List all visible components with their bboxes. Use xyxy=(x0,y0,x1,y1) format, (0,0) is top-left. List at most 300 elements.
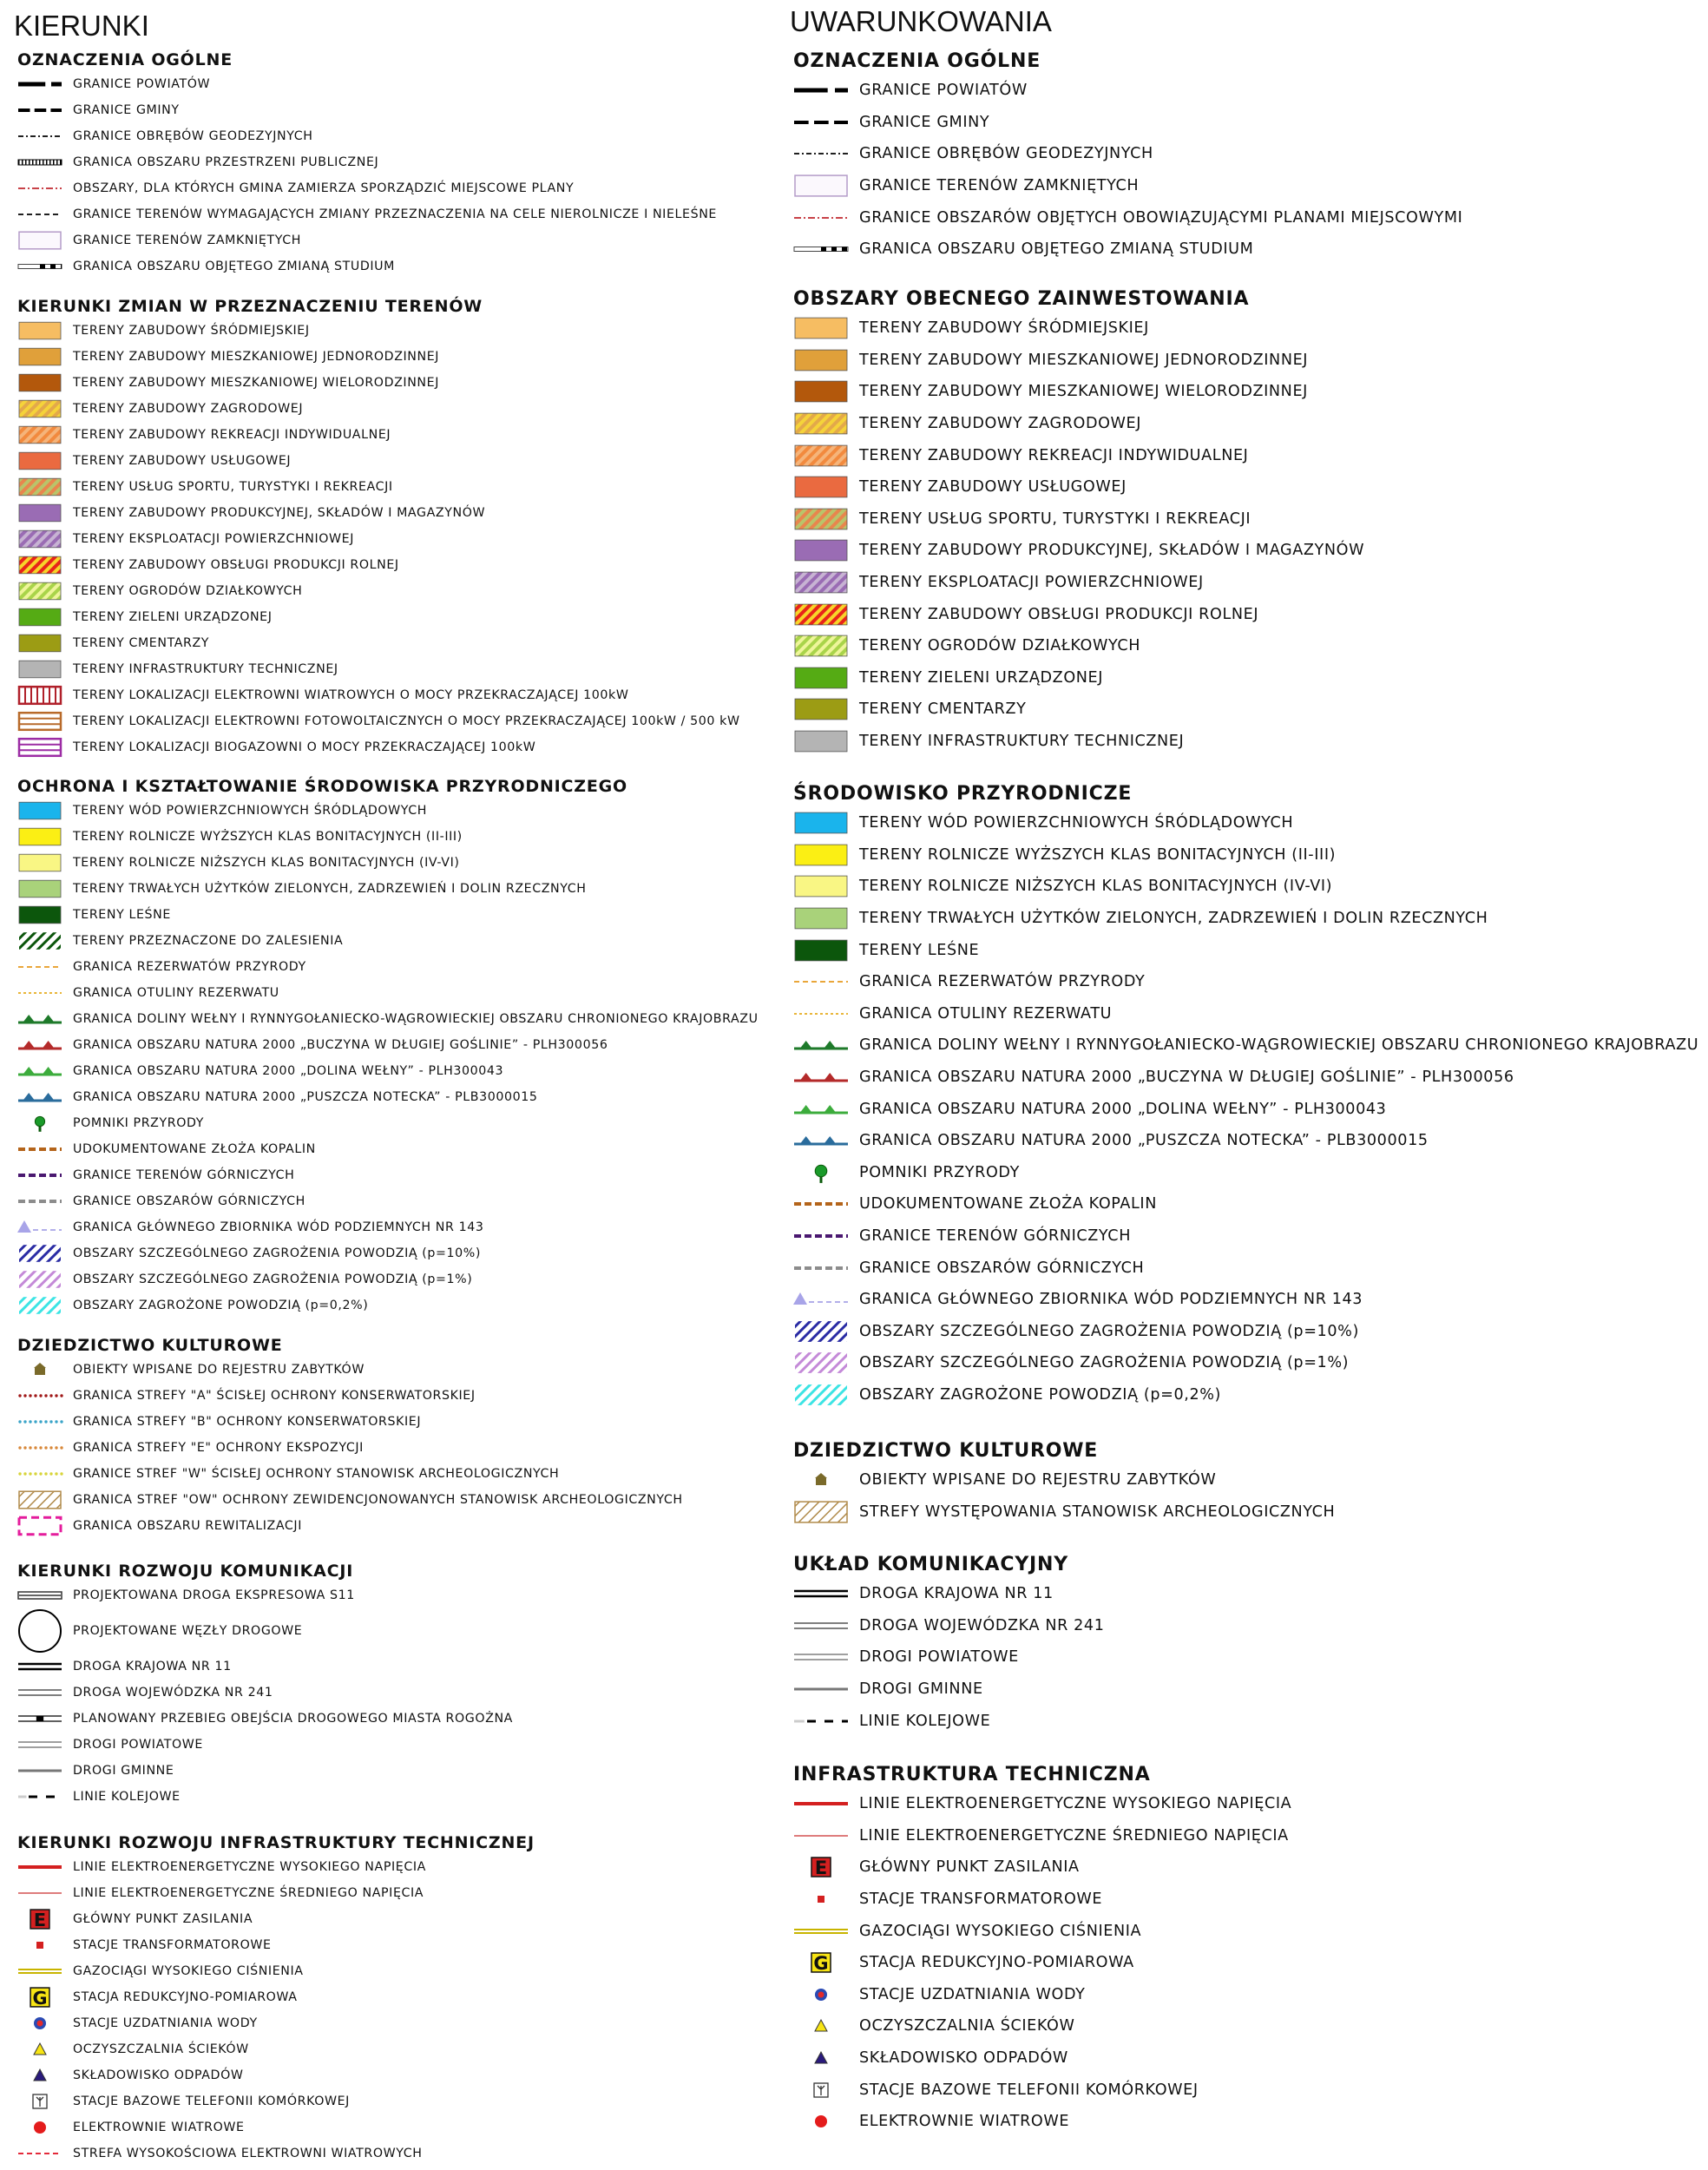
monument-symbol-icon xyxy=(793,1465,849,1495)
triangle-symbol-icon xyxy=(793,2011,849,2041)
fill-symbol-icon xyxy=(793,345,849,375)
legend-label: GRANICA REZERWATÓW PRZYRODY xyxy=(859,973,1146,991)
legend-item xyxy=(793,439,1364,471)
legend-label: TERENY LEŚNE xyxy=(73,908,171,922)
legend-item xyxy=(17,1435,683,1461)
fill-symbol-icon xyxy=(793,871,849,901)
legend-label: PROJEKTOWANE WĘZŁY DROGOWE xyxy=(73,1624,303,1638)
legend-item xyxy=(17,1266,759,1292)
section-heading: DZIEDZICTWO KULTUROWE xyxy=(793,1440,1099,1462)
legend-item xyxy=(17,1357,683,1383)
legend-item xyxy=(17,798,759,824)
legend-label: ELEKTROWNIE WIATROWE xyxy=(859,2113,1070,2131)
dash-symbol-icon xyxy=(17,1163,62,1187)
legend-label: PROJEKTOWANA DROGA EKSPRESOWA S11 xyxy=(73,1588,355,1602)
legend-item xyxy=(17,630,740,656)
legend-item xyxy=(793,1947,1291,1979)
legend-item xyxy=(17,71,717,97)
legend-item xyxy=(17,1487,683,1513)
section-heading: KIERUNKI ZMIAN W PRZEZNACZENIU TERENÓW xyxy=(17,297,483,316)
dash-symbol-icon xyxy=(793,1189,849,1219)
teeth-symbol-icon xyxy=(17,1033,62,1057)
hatch-symbol-icon xyxy=(17,527,62,551)
legend-item xyxy=(17,1582,513,1608)
legend-item xyxy=(17,1680,513,1706)
triangle-symbol-icon xyxy=(17,2037,62,2062)
fill-symbol-icon xyxy=(17,877,62,901)
legend-item xyxy=(17,682,740,708)
legend-item xyxy=(17,1654,513,1680)
legend-label: TERENY ZABUDOWY MIESZKANIOWEJ JEDNORODZINNEJ xyxy=(859,351,1309,369)
legend-item xyxy=(793,2106,1291,2138)
road-double-symbol-icon xyxy=(793,1642,849,1672)
legend-label: OBSZARY ZAGROŻONE POWODZIĄ (p=0,2%) xyxy=(73,1299,369,1312)
legend-item xyxy=(17,1032,759,1058)
legend-item xyxy=(17,149,717,175)
legend-label: GRANICE GMINY xyxy=(859,113,990,131)
dash-symbol-icon xyxy=(793,1221,849,1251)
legend-label: GRANICA OBSZARU NATURA 2000 „PUSZCZA NOTECKA” - PLB3000015 xyxy=(859,1132,1429,1150)
legend-label: GRANICA OBSZARU NATURA 2000 „BUCZYNA W DŁUGIEJ GOŚLINIE” - PLH300056 xyxy=(859,1069,1514,1087)
line-studium-symbol-icon xyxy=(17,254,62,279)
legend-label: DROGI POWIATOWE xyxy=(73,1738,204,1752)
legend-label: TERENY ZABUDOWY ŚRÓDMIEJSKIEJ xyxy=(859,319,1149,338)
legend-label: TERENY ZABUDOWY USŁUGOWEJ xyxy=(859,478,1127,496)
section-heading: OBSZARY OBECNEGO ZAINWESTOWANIA xyxy=(793,288,1250,310)
hatch-symbol-icon xyxy=(17,553,62,577)
legend-label: TERENY EKSPLOATACJI POWIERZCHNIOWEJ xyxy=(73,532,354,546)
legend-item xyxy=(17,1110,759,1136)
section-heading: ŚRODOWISKO PRZYRODNICZE xyxy=(793,783,1133,805)
road-double-symbol-icon xyxy=(793,1611,849,1641)
tree-symbol-icon xyxy=(17,1111,62,1135)
legend-item xyxy=(793,1220,1698,1253)
fill-symbol-icon xyxy=(793,904,849,933)
road-double-symbol-icon xyxy=(17,1654,62,1679)
dash-symbol-icon xyxy=(17,1137,62,1161)
hatch-open-symbol-icon xyxy=(793,1380,849,1410)
legend-label: GRANICE GMINY xyxy=(73,103,180,117)
section-heading: DZIEDZICTWO KULTUROWE xyxy=(17,1336,283,1355)
legend-item xyxy=(17,656,740,682)
legend-label: UDOKUMENTOWANE ZŁOŻA KOPALIN xyxy=(73,1142,316,1156)
legend-item xyxy=(793,75,1462,107)
solid-symbol-icon xyxy=(17,1759,62,1783)
fill-symbol-icon xyxy=(17,657,62,681)
legend-label: GRANICA OTULINY REZERWATU xyxy=(73,986,279,1000)
fill-symbol-icon xyxy=(17,371,62,395)
hatch-symbol-icon xyxy=(17,579,62,603)
left-section-ochrona-i-ksztaltowanie-srodowiska-przyrodniczego xyxy=(17,775,759,1318)
teeth-symbol-icon xyxy=(17,1085,62,1109)
legend-label: TERENY ROLNICZE NIŻSZYCH KLAS BONITACYJNYCH (IV-VI) xyxy=(73,856,460,870)
legend-label: STACJE UZDATNIANIA WODY xyxy=(73,2016,258,2030)
section-heading: OZNACZENIA OGÓLNE xyxy=(17,50,233,69)
legend-label: OBSZARY SZCZEGÓLNEGO ZAGROŻENIA POWODZIĄ (p=10%) xyxy=(73,1246,481,1260)
hatch-symbol-icon xyxy=(793,409,849,438)
hatch-open-symbol-icon xyxy=(17,1241,62,1266)
hatch-open-symbol-icon xyxy=(17,929,62,953)
legend-item xyxy=(793,839,1698,871)
antenna-symbol-icon xyxy=(793,2075,849,2105)
teeth-symbol-icon xyxy=(793,1030,849,1060)
legend-item xyxy=(793,1641,1105,1674)
hstripe-symbol-icon xyxy=(17,709,62,733)
road-express-symbol-icon xyxy=(17,1583,62,1608)
legend-item xyxy=(793,998,1698,1030)
legend-label: STREFY WYSTĘPOWANIA STANOWISK ARCHEOLOGICZNYCH xyxy=(859,1503,1336,1521)
legend-label: GRANICA DOLINY WEŁNY I RYNNYGOŁANIECKO-WĄGROWIECKIEJ OBSZARU CHRONIONEGO KRAJOBRAZU xyxy=(859,1036,1699,1055)
legend-item xyxy=(17,422,740,448)
legend-item xyxy=(17,1784,513,1810)
fill-symbol-icon xyxy=(17,501,62,525)
fill-symbol-icon xyxy=(793,694,849,724)
legend-label: GRANICE TERENÓW GÓRNICZYCH xyxy=(73,1168,295,1182)
solid-symbol-icon xyxy=(17,1855,62,1879)
dot-symbol-icon xyxy=(793,999,849,1029)
legend-item xyxy=(17,1383,683,1409)
line-red-dashdot-symbol-icon xyxy=(793,203,849,233)
dots-symbol-icon xyxy=(17,1462,62,1486)
legend-item xyxy=(17,97,717,123)
legend-item xyxy=(793,2042,1291,2075)
red-dot-symbol-icon xyxy=(793,2107,849,2136)
legend-label: TERENY PRZEZNACZONE DO ZALESIENIA xyxy=(73,934,344,948)
legend-item xyxy=(793,107,1462,139)
legend-item xyxy=(17,175,717,201)
gas-symbol-icon xyxy=(793,1917,849,1946)
right-section-srodowisko-przyrodnicze xyxy=(793,781,1698,1410)
legend-item xyxy=(17,850,759,876)
left-section-oznaczenia-ogolne xyxy=(17,49,717,279)
legend-item xyxy=(17,526,740,552)
legend-item xyxy=(17,552,740,578)
fill-symbol-icon xyxy=(17,851,62,875)
legend-item xyxy=(793,1157,1698,1189)
hatch-symbol-icon xyxy=(793,631,849,661)
legend-label: GRANICE TERENÓW WYMAGAJĄCYCH ZMIANY PRZEZNACZENIA NA CELE NIEROLNICZE I NIELEŚNE xyxy=(73,207,717,221)
legend-label: TERENY WÓD POWIERZCHNIOWYCH ŚRÓDLĄDOWYCH xyxy=(859,814,1294,832)
letter-box-symbol-icon xyxy=(793,1948,849,1977)
solid-symbol-icon xyxy=(793,1821,849,1851)
line-public-symbol-icon xyxy=(17,150,62,174)
legend-label: POMNIKI PRZYRODY xyxy=(73,1116,204,1130)
legend-label: OBSZARY ZAGROŻONE POWODZIĄ (p=0,2%) xyxy=(859,1385,1222,1404)
legend-item xyxy=(793,2010,1291,2042)
legend-label: OCZYSZCZALNIA ŚCIEKÓW xyxy=(859,2017,1075,2035)
solid-symbol-icon xyxy=(793,1674,849,1704)
legend-item xyxy=(17,604,740,630)
legend-label: STACJA REDUKCYJNO-POMIAROWA xyxy=(73,1990,298,2004)
legend-label: STACJE BAZOWE TELEFONII KOMÓRKOWEJ xyxy=(859,2081,1199,2099)
triangle-symbol-icon xyxy=(793,2043,849,2073)
legend-item xyxy=(17,1084,759,1110)
road-double-symbol-icon xyxy=(17,1680,62,1705)
line-gmina-symbol-icon xyxy=(17,98,62,122)
legend-item xyxy=(17,708,740,734)
rail-symbol-icon xyxy=(17,1785,62,1809)
legend-item xyxy=(17,1292,759,1318)
legend-label: GRANICE POWIATÓW xyxy=(859,82,1028,100)
line-obreb-symbol-icon xyxy=(17,124,62,148)
legend-item xyxy=(793,1188,1698,1220)
legend-item xyxy=(793,1851,1291,1884)
legend-label: GRANICA OBSZARU NATURA 2000 „DOLINA WEŁNY” - PLH300043 xyxy=(73,1064,504,1078)
red-dot-symbol-icon xyxy=(17,2115,62,2140)
legend-label: DROGA KRAJOWA NR 11 xyxy=(73,1660,232,1674)
dots-symbol-icon xyxy=(17,1384,62,1408)
legend-item xyxy=(17,1162,759,1188)
legend-item xyxy=(17,123,717,149)
line-gmina-symbol-icon xyxy=(793,108,849,137)
legend-item xyxy=(793,535,1364,567)
legend-item xyxy=(793,233,1462,266)
fill-symbol-icon xyxy=(793,663,849,693)
legend-label: UDOKUMENTOWANE ZŁOŻA KOPALIN xyxy=(859,1195,1157,1213)
teeth-symbol-icon xyxy=(793,1126,849,1155)
legend-label: LINIE ELEKTROENERGETYCZNE WYSOKIEGO NAPIĘCIA xyxy=(73,1860,426,1874)
water-symbol-icon xyxy=(17,2011,62,2035)
legend-item xyxy=(793,903,1698,935)
legend-label: TERENY ZABUDOWY MIESZKANIOWEJ WIELORODZINNEJ xyxy=(73,376,439,390)
legend-item xyxy=(17,1058,759,1084)
legend-item xyxy=(17,578,740,604)
legend-item xyxy=(17,1240,759,1266)
legend-label: GRANICA STREFY "E" OCHRONY EKSPOZYCJI xyxy=(73,1441,364,1455)
legend-label: GAZOCIĄGI WYSOKIEGO CIŚNIENIA xyxy=(859,1922,1142,1940)
legend-label: GRANICE TERENÓW GÓRNICZYCH xyxy=(859,1227,1132,1246)
legend-label: LINIE ELEKTROENERGETYCZNE ŚREDNIEGO NAPIĘCIA xyxy=(859,1826,1289,1844)
legend-label: OBSZARY SZCZEGÓLNEGO ZAGROŻENIA POWODZIĄ (p=10%) xyxy=(859,1322,1359,1340)
legend-label: PLANOWANY PRZEBIEG OBEJŚCIA DROGOWEGO MIASTA ROGOŻNA xyxy=(73,1712,513,1726)
right-section-uklad-komunikacyjny xyxy=(793,1552,1105,1737)
fill-symbol-icon xyxy=(793,808,849,838)
legend-label: OBIEKTY WPISANE DO REJESTRU ZABYTKÓW xyxy=(859,1471,1217,1489)
uwarunkowania-title: UWARUNKOWANIA xyxy=(790,5,1052,37)
legend-item xyxy=(793,1284,1698,1316)
legend-item xyxy=(17,2062,535,2088)
legend-item xyxy=(17,227,717,253)
legend-item xyxy=(793,871,1698,903)
hatch-open-symbol-icon xyxy=(17,1267,62,1292)
dash-symbol-icon xyxy=(793,967,849,996)
dash-symbol-icon xyxy=(793,1253,849,1283)
legend-item xyxy=(17,474,740,500)
legend-label: GRANICA OBSZARU NATURA 2000 „PUSZCZA NOTECKA” - PLB3000015 xyxy=(73,1090,538,1104)
legend-label: LINIE ELEKTROENERGETYCZNE ŚREDNIEGO NAPIĘCIA xyxy=(73,1886,424,1900)
legend-label: TERENY USŁUG SPORTU, TURYSTYKI I REKREACJI xyxy=(859,510,1251,528)
legend-label: LINIE ELEKTROENERGETYCZNE WYSOKIEGO NAPIĘCIA xyxy=(859,1795,1292,1813)
letter-box-symbol-icon xyxy=(17,1985,62,2009)
tree-symbol-icon xyxy=(793,1158,849,1187)
legend-label: TERENY ZABUDOWY PRODUKCYJNEJ, SKŁADÓW I MAGAZYNÓW xyxy=(859,542,1365,560)
legend-item xyxy=(17,2088,535,2114)
water-symbol-icon xyxy=(793,1980,849,2009)
legend-item xyxy=(17,954,759,980)
legend-item xyxy=(17,318,740,344)
legend-label: TERENY TRWAŁYCH UŻYTKÓW ZIELONYCH, ZADRZEWIEŃ I DOLIN RZECZNYCH xyxy=(73,882,587,896)
legend-item xyxy=(17,1214,759,1240)
legend-item xyxy=(793,1252,1698,1284)
legend-label: GRANICA STREFY "B" OCHRONY KONSERWATORSKIEJ xyxy=(73,1415,422,1429)
legend-label: TERENY EKSPLOATACJI POWIERZCHNIOWEJ xyxy=(859,574,1204,592)
legend-label: DROGA WOJEWÓDZKA NR 241 xyxy=(73,1686,273,1700)
fill-symbol-icon xyxy=(793,313,849,343)
legend-item xyxy=(793,503,1364,536)
legend-item xyxy=(17,500,740,526)
legend-item xyxy=(793,662,1364,694)
legend-item xyxy=(793,471,1364,503)
svg-text:E: E xyxy=(33,1909,47,1930)
dots-symbol-icon xyxy=(17,1436,62,1460)
gzwp-symbol-icon xyxy=(793,1285,849,1314)
legend-item xyxy=(793,934,1698,966)
dash-symbol-icon xyxy=(17,955,62,979)
legend-label: OBSZARY, DLA KTÓRYCH GMINA ZAMIERZA SPORZĄDZIĆ MIEJSCOWE PLANY xyxy=(73,181,575,195)
legend-item xyxy=(17,1758,513,1784)
legend-item xyxy=(17,1932,535,1958)
hatch-symbol-icon xyxy=(793,600,849,629)
legend-label: GRANICE OBSZARÓW GÓRNICZYCH xyxy=(859,1259,1145,1277)
left-section-kierunki-rozwoju-komunikacji xyxy=(17,1560,513,1810)
box-dash-symbol-icon xyxy=(17,1514,62,1538)
hatch-symbol-icon xyxy=(17,423,62,447)
legend-label: POMNIKI PRZYRODY xyxy=(859,1163,1020,1181)
legend-label: TERENY LOKALIZACJI BIOGAZOWNI O MOCY PRZEKRACZAJĄCEJ 100kW xyxy=(73,740,536,754)
legend-label: TERENY CMENTARZY xyxy=(859,700,1027,719)
legend-label: TERENY OGRODÓW DZIAŁKOWYCH xyxy=(73,584,303,598)
fill-symbol-icon xyxy=(17,825,62,849)
legend-label: ELEKTROWNIE WIATROWE xyxy=(73,2121,245,2134)
triangle-symbol-icon xyxy=(17,2063,62,2088)
right-section-obszary-obecnego-zainwestowania xyxy=(793,286,1364,757)
legend-item xyxy=(793,807,1698,839)
legend-item xyxy=(17,1958,535,1984)
legend-item xyxy=(793,1379,1698,1411)
legend-item xyxy=(17,1906,535,1932)
legend-item xyxy=(793,567,1364,599)
legend-label: GRANICA OBSZARU OBJĘTEGO ZMIANĄ STUDIUM xyxy=(859,240,1254,259)
box-hatch-symbol-icon xyxy=(793,1497,849,1527)
line-studium-symbol-icon xyxy=(793,234,849,264)
legend-label: STACJA REDUKCYJNO-POMIAROWA xyxy=(859,1954,1134,1972)
antenna-symbol-icon xyxy=(17,2089,62,2114)
line-red-dashdot-symbol-icon xyxy=(17,176,62,201)
legend-item xyxy=(793,345,1364,377)
hatch-symbol-icon xyxy=(17,475,62,499)
legend-item xyxy=(17,980,759,1006)
legend-item xyxy=(793,1915,1291,1947)
hatch-open-symbol-icon xyxy=(793,1348,849,1378)
legend-label: TERENY USŁUG SPORTU, TURYSTYKI I REKREACJI xyxy=(73,480,393,494)
legend-item xyxy=(17,1880,535,1906)
legend-label: TERENY LEŚNE xyxy=(859,941,980,959)
legend-label: TERENY ZIELENI URZĄDZONEJ xyxy=(859,668,1104,687)
vstripe-symbol-icon xyxy=(17,683,62,707)
teeth-symbol-icon xyxy=(793,1062,849,1092)
legend-label: TERENY ROLNICZE WYŻSZYCH KLAS BONITACYJNYCH (II-III) xyxy=(859,845,1337,864)
small-square-symbol-icon xyxy=(793,1884,849,1914)
legend-label: GAZOCIĄGI WYSOKIEGO CIŚNIENIA xyxy=(73,1964,304,1978)
left-section-dziedzictwo-kulturowe xyxy=(17,1334,683,1539)
legend-label: GRANICE OBRĘBÓW GEODEZYJNYCH xyxy=(73,129,313,143)
fill-symbol-icon xyxy=(793,936,849,965)
legend-label: LINIE KOLEJOWE xyxy=(859,1712,991,1730)
legend-item xyxy=(793,312,1364,345)
legend-item xyxy=(17,344,740,370)
legend-label: GRANICA GŁÓWNEGO ZBIORNIKA WÓD PODZIEMNYCH NR 143 xyxy=(73,1220,484,1234)
legend-label: GRANICA OBSZARU OBJĘTEGO ZMIANĄ STUDIUM xyxy=(73,260,395,273)
gas-symbol-icon xyxy=(17,1959,62,1983)
box-hatch-symbol-icon xyxy=(17,1488,62,1512)
legend-item xyxy=(793,1820,1291,1852)
fill-symbol-icon xyxy=(793,536,849,565)
legend-item xyxy=(793,1062,1698,1094)
legend-item xyxy=(793,1610,1105,1642)
legend-item xyxy=(793,630,1364,662)
dot-symbol-icon xyxy=(17,981,62,1005)
dash-symbol-icon xyxy=(17,1189,62,1213)
fill-symbol-icon xyxy=(17,449,62,473)
legend-item xyxy=(17,201,717,227)
legend-label: GRANICE OBSZARÓW GÓRNICZYCH xyxy=(73,1194,305,1208)
legend-item xyxy=(17,1608,513,1654)
hatch-open-symbol-icon xyxy=(793,1317,849,1346)
legend-item xyxy=(17,1409,683,1435)
legend-label: SKŁADOWISKO ODPADÓW xyxy=(859,2049,1068,2068)
svg-text:G: G xyxy=(32,1987,48,2009)
legend-label: GRANICA OBSZARU NATURA 2000 „BUCZYNA W DŁUGIEJ GOŚLINIE” - PLH300056 xyxy=(73,1038,608,1052)
rail-symbol-icon xyxy=(793,1706,849,1736)
legend-label: TERENY INFRASTRUKTURY TECHNICZNEJ xyxy=(73,662,338,676)
legend-label: GRANICA STREFY "A" ŚCISŁEJ OCHRONY KONSERWATORSKIEJ xyxy=(73,1389,476,1403)
legend-label: GRANICA OBSZARU REWITALIZACJI xyxy=(73,1519,302,1533)
legend-label: TERENY OGRODÓW DZIAŁKOWYCH xyxy=(859,637,1141,655)
legend-item xyxy=(793,1578,1105,1610)
legend-label: TERENY INFRASTRUKTURY TECHNICZNEJ xyxy=(859,733,1185,751)
legend-label: TERENY ZABUDOWY OBSŁUGI PRODUKCJI ROLNEJ xyxy=(859,605,1259,623)
legend-label: TERENY ZABUDOWY ŚRÓDMIEJSKIEJ xyxy=(73,324,310,338)
road-double-symbol-icon xyxy=(17,1733,62,1757)
line-powiat-symbol-icon xyxy=(793,76,849,105)
road-bypass-symbol-icon xyxy=(17,1706,62,1731)
legend-label: OBSZARY SZCZEGÓLNEGO ZAGROŻENIA POWODZIĄ (p=1%) xyxy=(73,1272,473,1286)
legend-item xyxy=(793,1347,1698,1379)
svg-text:E: E xyxy=(814,1858,828,1879)
hatch-symbol-icon xyxy=(793,504,849,534)
letter-box-symbol-icon xyxy=(793,1852,849,1882)
hatch-open-symbol-icon xyxy=(17,1293,62,1318)
legend-label: TERENY ZABUDOWY MIESZKANIOWEJ WIELORODZINNEJ xyxy=(859,383,1308,401)
legend-label: GRANICA DOLINY WEŁNY I RYNNYGOŁANIECKO-WĄGROWIECKIEJ OBSZARU CHRONIONEGO KRAJOBRAZU xyxy=(73,1012,759,1026)
legend-label: GRANICE TERENÓW ZAMKNIĘTYCH xyxy=(859,177,1140,195)
box-closed-symbol-icon xyxy=(17,228,62,253)
right-section-dziedzictwo-kulturowe xyxy=(793,1438,1335,1528)
legend-item xyxy=(793,201,1462,233)
dash-symbol-icon xyxy=(17,2141,62,2166)
fill-symbol-icon xyxy=(17,799,62,823)
fill-symbol-icon xyxy=(17,631,62,655)
legend-label: TERENY ZABUDOWY ZAGRODOWEJ xyxy=(859,415,1142,433)
legend-label: TERENY CMENTARZY xyxy=(73,636,210,650)
legend-label: TERENY LOKALIZACJI ELEKTROWNI WIATROWYCH O MOCY PRZEKRACZAJĄCEJ 100kW xyxy=(73,688,629,702)
legend-item xyxy=(793,2074,1291,2106)
fill-symbol-icon xyxy=(17,319,62,343)
legend-item xyxy=(17,1706,513,1732)
legend-label: DROGI POWIATOWE xyxy=(859,1648,1019,1667)
letter-box-symbol-icon xyxy=(17,1907,62,1931)
legend-item xyxy=(17,1854,535,1880)
